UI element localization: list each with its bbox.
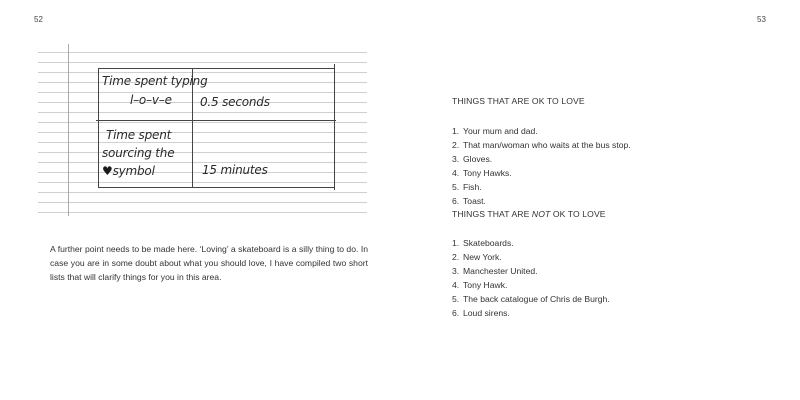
list-item <box>452 152 631 166</box>
list-item-text: Loud sirens. <box>463 308 510 318</box>
notebook-margin-line <box>68 44 69 216</box>
list-item-number: 2. <box>452 140 460 150</box>
list-item-text: Your mum and dad. <box>463 126 538 136</box>
ok-list-heading: THINGS THAT ARE OK TO LOVE <box>452 96 585 106</box>
row2-value: 15 minutes <box>202 163 268 177</box>
table-right-border <box>334 64 335 190</box>
table-bottom-border <box>98 187 334 188</box>
row2-label-line3 <box>102 163 155 179</box>
notebook-paper <box>38 44 367 216</box>
list-item-number: 3. <box>452 266 460 276</box>
row1-label-line2: l–o–v–e <box>130 93 172 107</box>
list-item-text: Manchester United. <box>463 266 538 276</box>
list-item-text: Tony Hawks. <box>463 168 512 178</box>
not-ok-list-heading <box>452 209 606 219</box>
not-ok-to-love-list <box>452 236 610 320</box>
list-item-text: New York. <box>463 252 502 262</box>
list-item <box>452 166 631 180</box>
list-item-number: 2. <box>452 252 460 262</box>
row1-value: 0.5 seconds <box>200 95 270 109</box>
body-paragraph: A further point needs to be made here. ‘Loving’ a skateboard is a silly thing to do. In case you are in some doubt about what you should love, I have compiled two short lists that will clarify things for you in this area. <box>50 244 368 282</box>
table-left-border <box>98 68 99 188</box>
list-item-number: 5. <box>452 182 460 192</box>
list-item <box>452 138 631 152</box>
ruled-line <box>38 202 367 203</box>
list-item-number: 6. <box>452 308 460 318</box>
list-item <box>452 250 610 264</box>
row2-label-line2: sourcing the <box>102 146 175 160</box>
list-item <box>452 264 610 278</box>
list-item-number: 4. <box>452 168 460 178</box>
ruled-line <box>38 192 367 193</box>
list-item-number: 6. <box>452 196 460 206</box>
ruled-line <box>38 62 367 63</box>
table-top-border <box>98 68 334 69</box>
list-item-text: That man/woman who waits at the bus stop. <box>463 140 631 150</box>
list-item-number: 5. <box>452 294 460 304</box>
list-item <box>452 292 610 306</box>
list-item-text: Gloves. <box>463 154 493 164</box>
list-item <box>452 124 631 138</box>
list-item-text: Fish. <box>463 182 482 192</box>
list-item <box>452 278 610 292</box>
ruled-line <box>38 52 367 53</box>
row1-label-line1: Time spent typing <box>102 74 208 88</box>
row2-label-line1: Time spent <box>106 128 172 142</box>
list-item-text: Toast. <box>463 196 486 206</box>
ok-to-love-list <box>452 124 631 208</box>
not-ok-heading-after: OK TO LOVE <box>550 209 606 219</box>
list-item-text: Skateboards. <box>463 238 514 248</box>
list-item <box>452 180 631 194</box>
list-item-number: 1. <box>452 238 460 248</box>
list-item <box>452 306 610 320</box>
handwritten-table <box>98 68 334 188</box>
table-middle-border <box>96 120 336 121</box>
list-item-number: 4. <box>452 280 460 290</box>
list-item <box>452 236 610 250</box>
list-item-text: Tony Hawk. <box>463 280 508 290</box>
ruled-line <box>38 212 367 213</box>
not-ok-heading-emphasis: NOT <box>531 209 551 219</box>
heart-icon: ♥ <box>102 164 113 178</box>
list-item <box>452 194 631 208</box>
list-item-text: The back catalogue of Chris de Burgh. <box>463 294 610 304</box>
page-number-left: 52 <box>34 15 43 24</box>
page-number-right: 53 <box>757 15 766 24</box>
row2-label-line3-text: symbol <box>112 164 155 178</box>
not-ok-heading-before: THINGS THAT ARE <box>452 209 532 219</box>
list-item-number: 3. <box>452 154 460 164</box>
list-item-number: 1. <box>452 126 460 136</box>
